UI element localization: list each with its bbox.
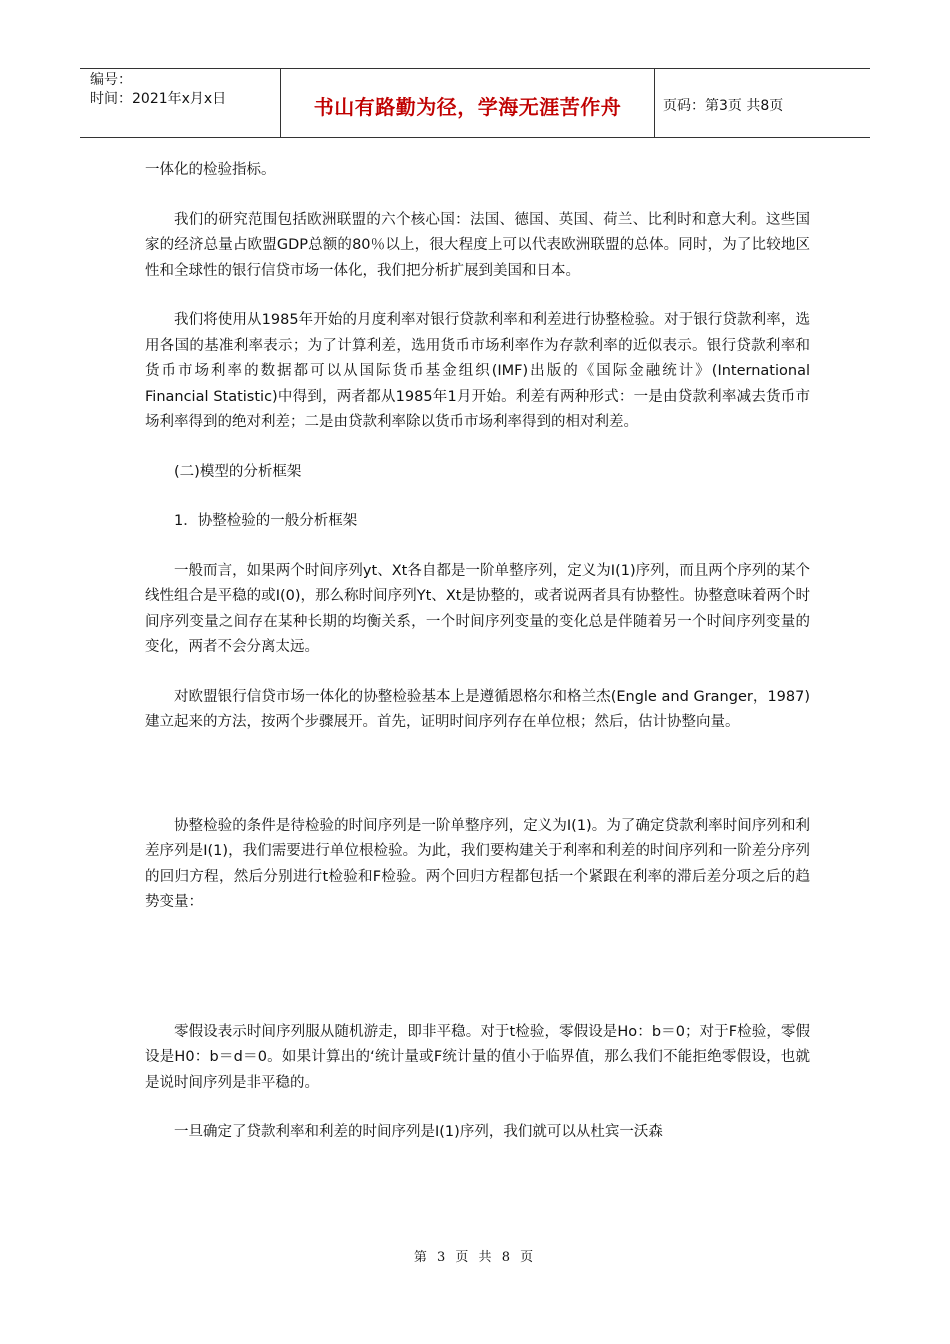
paragraph-6: 一般而言，如果两个时间序列yt、Xt各自都是一阶单整序列，定义为I(1)序列，而且两个序列的某个线性组合是平稳的或I(0)，那么称时间序列Yt、Xt是协整的，或者说两者具有协整性。协整意味着两个时间序列变量之间存在某种长期的均衡关系，一个时间序列变量的变化总是伴随着另一个时间序列变量的变化，两者不会分离太远。 [145,562,810,655]
header-motto-cell [281,69,655,137]
paragraph-10: 一旦确定了贷款利率和利差的时间序列是I(1)序列，我们就可以从杜宾一沃森 [174,1124,663,1140]
paragraph-1: 一体化的检验指标。 [145,162,276,178]
page-header [80,68,870,138]
paragraph-9: 零假设表示时间序列服从随机游走，即非平稳。对于t检验，零假设是Ho：b＝0；对于F检验，零假设是H0：b＝d＝0。如果计算出的‘统计量或F统计量的值小于临界值，那么我们不能拒绝零假设，也就是说时间序列是非平稳的。 [145,1023,810,1091]
paragraph-3: 我们将使用从1985年开始的月度利率对银行贷款利率和利差进行协整检验。对于银行贷款利率，选用各国的基准利率表示；为了计算利差，选用货币市场利率作为存款利率的近似表示。银行贷款利率和货币市场利率的数据都可以从国际货币基金组织(IMF)出版的《国际金融统计》(International Financial Statistic)中得到，两者都从1985年1月开始。利差有两种形式：一是由贷款利率减去货币市场利率得到的绝对利差；二是由贷款利率除以货币市场利率得到的相对利差。 [145,312,810,430]
paragraph-2: 我们的研究范围包括欧洲联盟的六个核心国：法国、德国、英国、荷兰、比利时和意大利。这些国家的经济总量占欧盟GDP总额的80％以上，很大程度上可以代表欧洲联盟的总体。同时，为了比较地区性和全球性的银行信贷市场一体化，我们把分析扩展到美国和日本。 [145,211,810,279]
paragraph-7: 对欧盟银行信贷市场一体化的协整检验基本上是遵循恩格尔和格兰杰(Engle and Granger，1987)建立起来的方法，按两个步骤展开。首先，证明时间序列存在单位根；然后，估计协整向量。 [145,688,810,730]
serial-label: 编号： [90,72,132,88]
motto-text: 书山有路勤为径，学海无涯苦作舟 [313,94,622,119]
date-label: 时间：2021年x月x日 [90,91,227,107]
header-meta-cell [80,69,281,137]
section-heading: (二)模型的分析框架 [174,463,302,480]
page-footer: 第 3 页 共 8 页 [413,1250,537,1265]
document-body [145,158,810,1146]
subsection-heading: 1．协整检验的一般分析框架 [174,513,358,529]
header-page-cell [655,69,870,137]
page-label: 页码：第3页 共8页 [663,98,784,114]
paragraph-8: 协整检验的条件是待检验的时间序列是一阶单整序列，定义为I(1)。为了确定贷款利率时间序列和利差序列是I(1)，我们需要进行单位根检验。为此，我们要构建关于利率和利差的时间序列和一阶差分序列的回归方程，然后分别进行t检验和F检验。两个回归方程都包括一个紧跟在利率的滞后差分项之后的趋势变量： [145,817,810,910]
